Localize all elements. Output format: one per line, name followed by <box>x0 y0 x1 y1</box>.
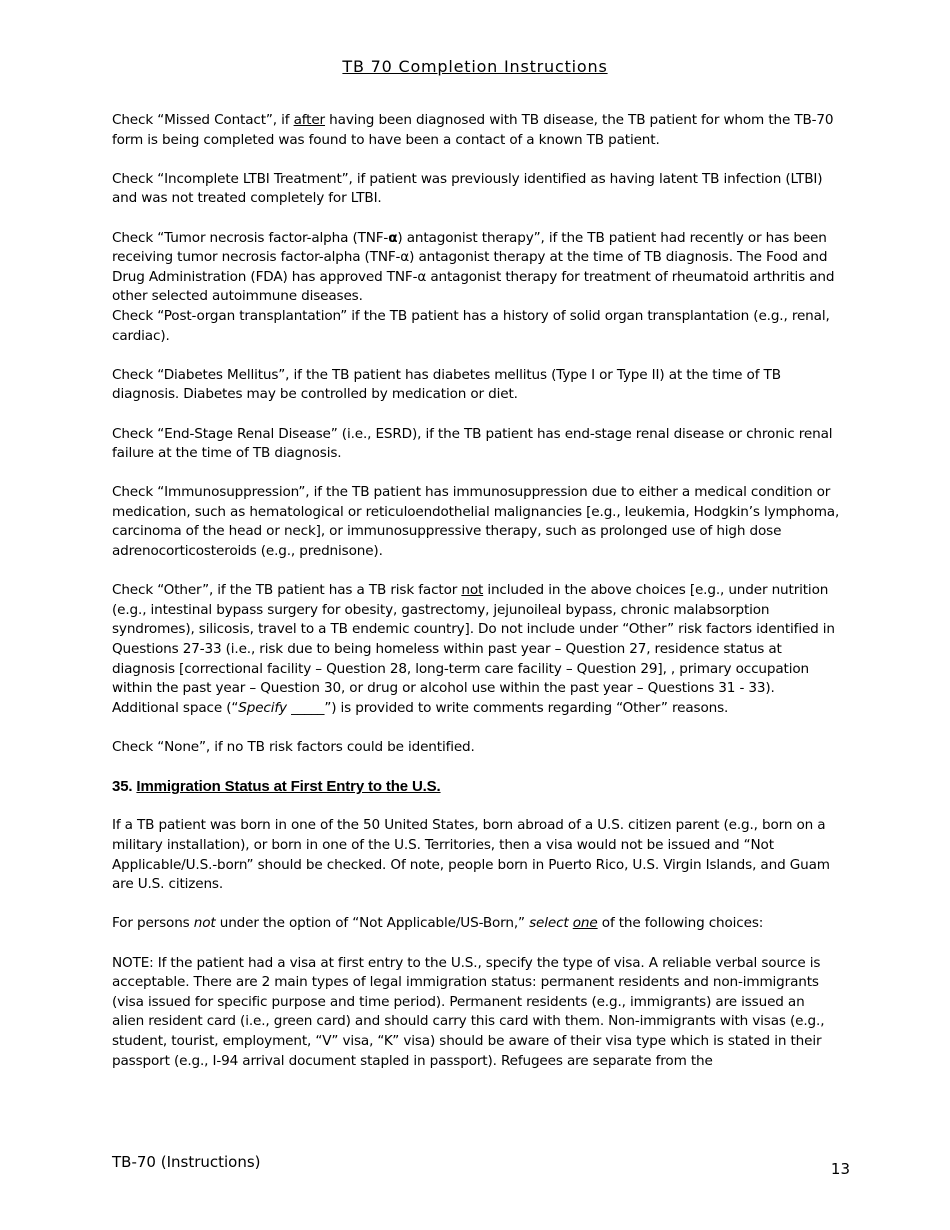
tnf-text-1: Check “Tumor necrosis factor-alpha (TNF- <box>112 229 389 246</box>
section-35-number: 35. <box>112 778 137 796</box>
other-underlined: not <box>461 582 484 599</box>
other-text-3: ”) is provided to write comments regarding “Other” reasons. <box>324 699 729 716</box>
none-paragraph: Check “None”, if no TB risk factors could be identified. <box>112 739 475 755</box>
diabetes-paragraph: Check “Diabetes Mellitus”, if the TB patient has diabetes mellitus (Type I or Type II) at the time of TB diagnosis. Diabetes may be controlled by medication or diet. <box>112 366 781 403</box>
for-persons-select: select <box>529 915 573 932</box>
missed-contact-text-1: Check “Missed Contact”, if <box>112 112 294 128</box>
incomplete-ltbi-paragraph: Check “Incomplete LTBI Treatment”, if patient was previously identified as having latent TB infection (LTBI) and was not treated completely for LTBI. <box>112 170 823 207</box>
note-paragraph: NOTE: If the patient had a visa at first entry to the U.S., specify the type of visa. A reliable verbal source is acceptable. There are 2 main types of legal immigration status: permanent residents and non-immigrants (visa issued for specific purpose and time period). Permanent residents (e.g., immigrants) are issued an alien resident card (i.e., green card) and should carry this card with them. Non-immigrants with visas (e.g., student, tourist, employment, “V” visa, “K” visa) should be aware of their visa type which is stated in their passport (e.g., I-94 arrival document stapled in passport). Refugees are separate from the <box>112 954 825 1069</box>
tnf-alpha-symbol: α <box>388 229 398 246</box>
for-persons-text-1: For persons <box>112 915 194 932</box>
section-35-heading <box>112 777 840 797</box>
for-persons-text-3: of the following choices: <box>597 915 764 932</box>
born-us-paragraph: If a TB patient was born in one of the 50 United States, born abroad of a U.S. citizen parent (e.g., born on a military installation), or born in one of the U.S. Territories, then a visa would not be issued and “Not Applicable/U.S.-born” should be checked. Of note, people born in Puerto Rico, U.S. Virgin Islands, and Guam are U.S. citizens. <box>112 817 830 893</box>
missed-contact-text-2: having been diagnosed with TB disease, the TB patient for whom the TB-70 form is being completed was found to have been a contact of a known TB patient. <box>112 112 834 148</box>
tnf-text-2: ) antagonist therapy”, if the TB patient had recently or has been receiving tumor necrosis factor-alpha (TNF-α) antagonist therapy at the time of TB diagnosis. The Food and Drug Administration (FDA) has approved TNF-α antagonist therapy for treatment of rheumatoid arthritis and other selected autoimmune diseases. <box>112 229 835 305</box>
page-title <box>0 57 950 76</box>
for-persons-one: one <box>572 915 598 932</box>
other-text-1: Check “Other”, if the TB patient has a TB risk factor <box>112 582 462 599</box>
other-text-2: included in the above choices [e.g., under nutrition (e.g., intestinal bypass surgery for obesity, gastrectomy, jejunoileal bypass, chronic malabsorption syndromes), silicosis, travel to a TB endemic country]. Do not include under “Other” risk factors identified in Questions 27-33 (i.e., risk due to being homeless within past year – Question 27, residence status at diagnosis [correctional facility – Question 28, long-term care facility – Question 29], , primary occupation within the past year – Question 30, or drug or alcohol use within the past year – Questions 31 - 33). Additional space (“ <box>112 582 835 716</box>
missed-contact-underlined: after <box>293 112 325 128</box>
other-specify: Specify _____ <box>238 699 325 716</box>
other-paragraph <box>112 581 840 718</box>
section-35-title: Immigration Status at First Entry to the U.S. <box>136 778 441 796</box>
tnf-paragraph <box>112 229 840 307</box>
esrd-paragraph: Check “End-Stage Renal Disease” (i.e., ESRD), if the TB patient has end-stage renal disease or chronic renal failure at the time of TB diagnosis. <box>112 425 833 462</box>
for-persons-not: not <box>193 915 216 932</box>
footer-page-number: 13 <box>830 1160 850 1178</box>
for-persons-paragraph <box>112 914 840 934</box>
for-persons-text-2: under the option of “Not Applicable/US-Born,” <box>215 915 530 932</box>
page-title-text: TB 70 Completion Instructions <box>342 57 608 76</box>
document-body <box>112 111 840 1071</box>
footer-form-label: TB-70 (Instructions) <box>112 1153 261 1171</box>
immunosuppression-paragraph: Check “Immunosuppression”, if the TB patient has immunosuppression due to either a medical condition or medication, such as hematological or reticuloendothelial malignancies [e.g., leukemia, Hodgkin’s lymphoma, carcinoma of the head or neck], or immunosuppressive therapy, such as prolonged use of high dose adrenocorticosteroids (e.g., prednisone). <box>112 484 840 560</box>
transplant-paragraph: Check “Post-organ transplantation” if the TB patient has a history of solid organ transplantation (e.g., renal, cardiac). <box>112 307 830 344</box>
missed-contact-paragraph <box>112 111 840 150</box>
